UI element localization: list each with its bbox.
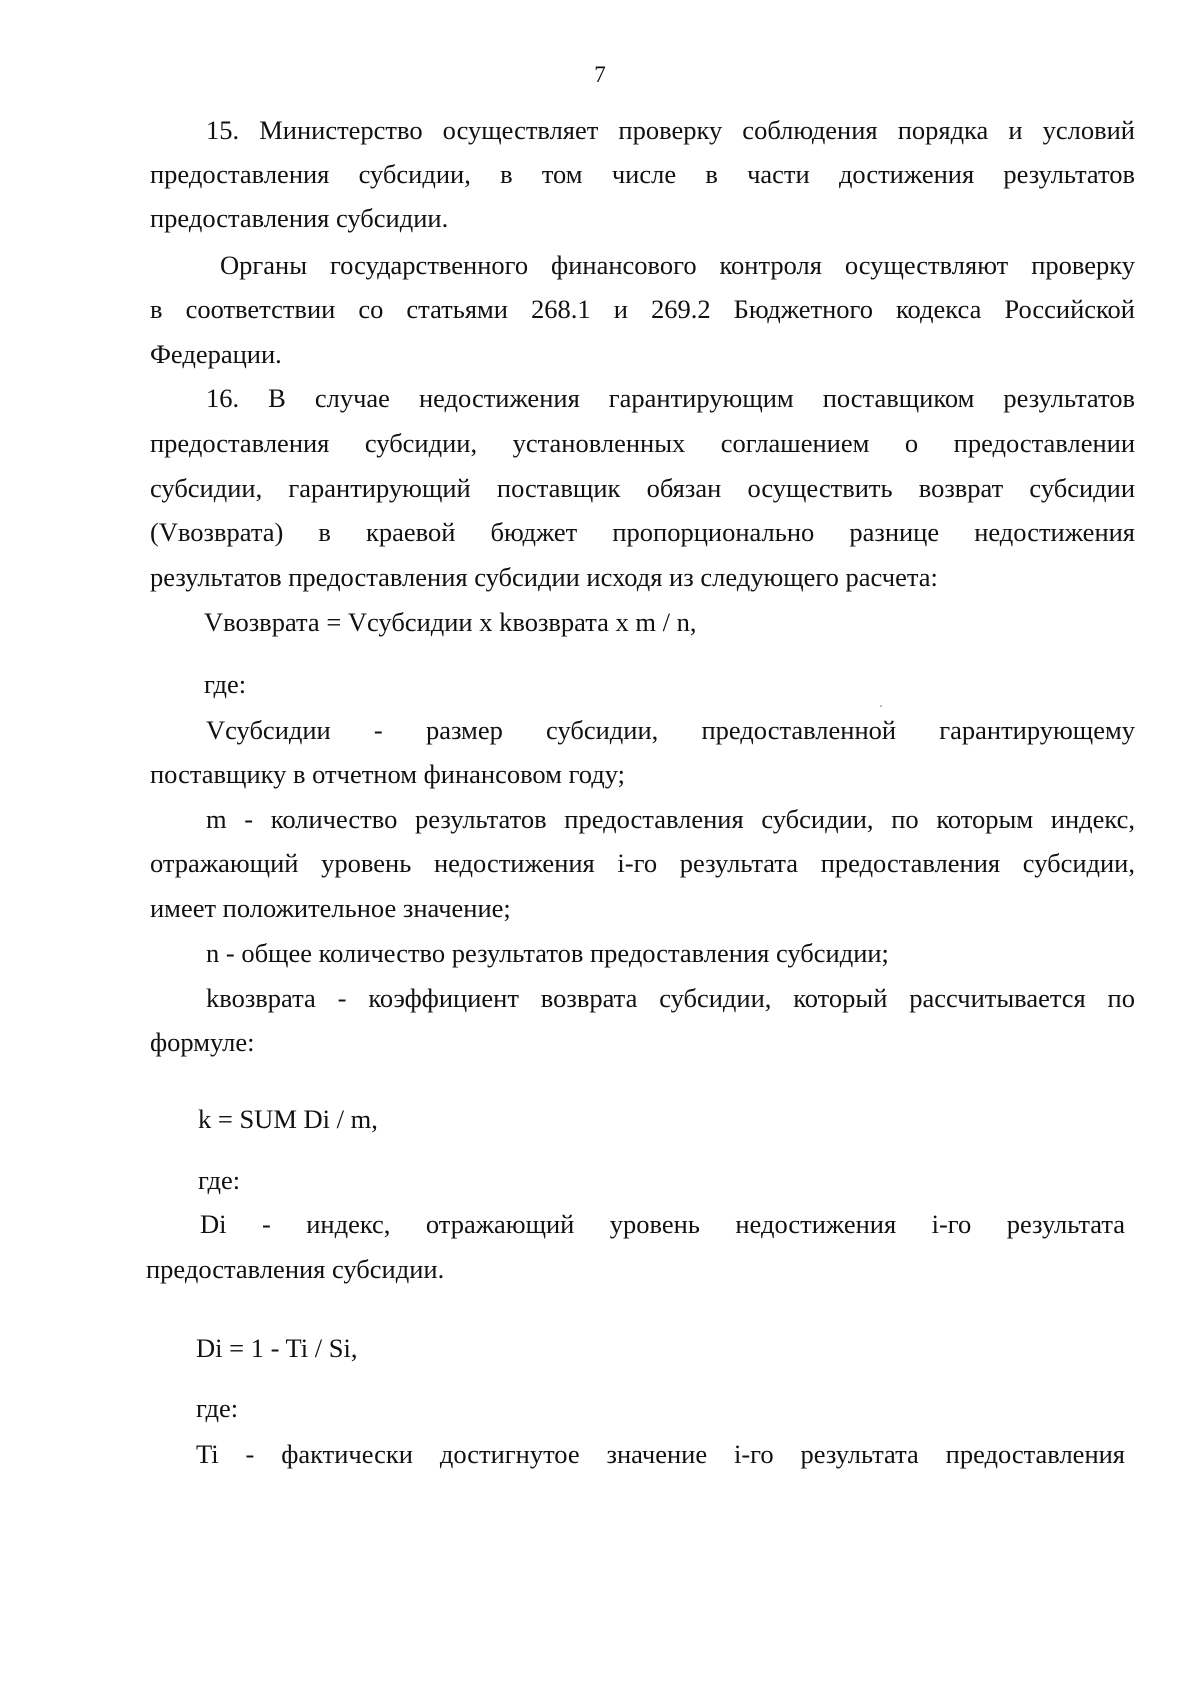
formula-di: Di = 1 - Ti / Si, (196, 1333, 358, 1363)
definition-k-line-1: kвозврата - коэффициент возврата субсидии, который рассчитывается по (206, 983, 1135, 1013)
where-label-1: где: (204, 669, 247, 699)
paragraph-16-line-5: результатов предоставления субсидии исходя из следующего расчета: (150, 562, 938, 592)
paragraph-control-line-1: Органы государственного финансового контроля осуществляют проверку (220, 250, 1135, 280)
where-label-3: где: (196, 1393, 239, 1423)
definition-di-line-1: Di - индекс, отражающий уровень недостижения i-го результата (200, 1209, 1125, 1239)
paragraph-15-line-2: предоставления субсидии, в том числе в части достижения результатов (150, 159, 1135, 189)
definition-di-line-2: предоставления субсидии. (146, 1254, 445, 1284)
formula-k: k = SUM Di / m, (198, 1104, 378, 1134)
paragraph-15-line-3: предоставления субсидии. (150, 203, 449, 233)
definition-v-subsidy-line-2: поставщику в отчетном финансовом году; (150, 759, 626, 789)
paragraph-control-line-3: Федерации. (150, 339, 282, 369)
definition-ti-line-1: Ti - фактически достигнутое значение i-го результата предоставления (196, 1439, 1125, 1469)
paragraph-16-line-3: субсидии, гарантирующий поставщик обязан осуществить возврат субсидии (150, 473, 1135, 503)
definition-v-subsidy-line-1: Vсубсидии - размер субсидии, предоставленной гарантирующему (206, 715, 1135, 745)
paragraph-control-line-2: в соответствии со статьями 268.1 и 269.2 Бюджетного кодекса Российской (150, 294, 1135, 324)
paragraph-16-line-4: (Vвозврата) в краевой бюджет пропорционально разнице недостижения (150, 517, 1135, 547)
formula-v-return: Vвозврата = Vсубсидии x kвозврата x m / n, (204, 607, 697, 637)
page-number: 7 (594, 62, 606, 87)
paragraph-16-line-2: предоставления субсидии, установленных соглашением о предоставлении (150, 428, 1135, 458)
paragraph-16-line-1: 16. В случае недостижения гарантирующим поставщиком результатов (206, 383, 1135, 413)
definition-m-line-2: отражающий уровень недостижения i-го результата предоставления субсидии, (150, 848, 1135, 878)
paragraph-15-line-1: 15. Министерство осуществляет проверку соблюдения порядка и условий (206, 115, 1135, 145)
where-label-2: где: (198, 1165, 241, 1195)
definition-n: n - общее количество результатов предоставления субсидии; (206, 938, 889, 968)
definition-m-line-1: m - количество результатов предоставления субсидии, по которым индекс, (206, 804, 1135, 834)
definition-m-line-3: имеет положительное значение; (150, 893, 511, 923)
scan-speck (880, 705, 882, 707)
definition-k-line-2: формуле: (150, 1027, 255, 1057)
